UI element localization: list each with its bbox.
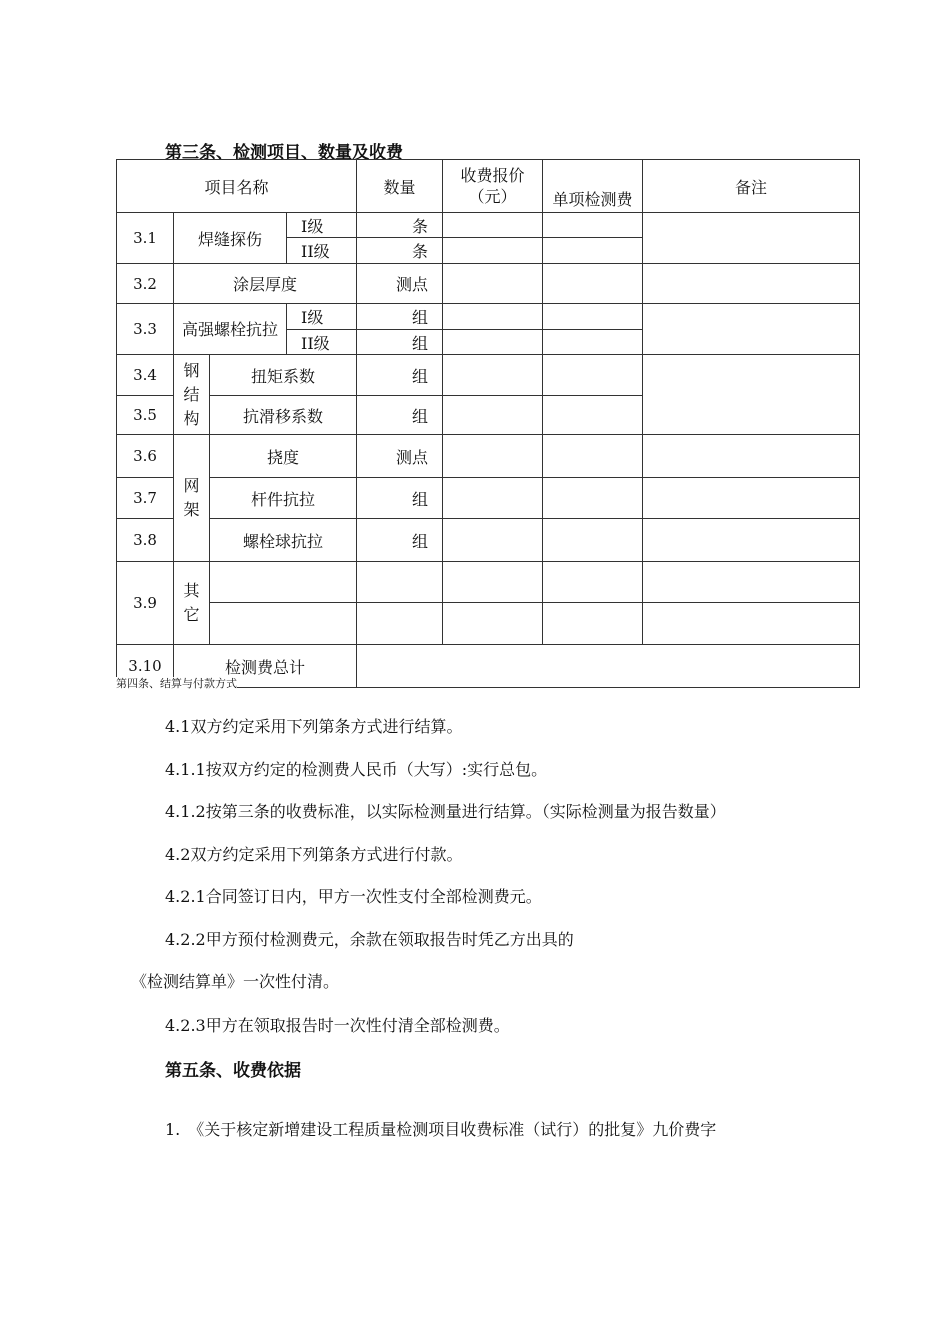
- unit: 组: [357, 478, 443, 519]
- group-label: 钢结构: [174, 355, 210, 435]
- cell-price: [443, 304, 543, 330]
- fee-table: [116, 159, 860, 688]
- sub-level: I级: [287, 304, 357, 330]
- cell-remark: [643, 213, 860, 264]
- cell-price: [443, 238, 543, 264]
- sub-level: I级: [287, 213, 357, 238]
- row-no: 3.5: [117, 396, 174, 435]
- cell-remark: [643, 478, 860, 519]
- unit: 组: [357, 396, 443, 435]
- cell-fee: [543, 562, 643, 603]
- cell-remark: [643, 304, 860, 355]
- section4-title: 第四条、结算与付款方式: [116, 677, 237, 690]
- unit: [357, 562, 443, 603]
- item-name: 扭矩系数: [210, 355, 357, 396]
- item-name: 杆件抗拉: [210, 478, 357, 519]
- para-4-2: 4.2双方约定采用下列第条方式进行付款。: [165, 845, 463, 864]
- cell-fee: [543, 396, 643, 435]
- group-label: 网架: [174, 435, 210, 562]
- header-price: 收费报价（元）: [443, 160, 543, 213]
- cell-remark: [643, 562, 860, 603]
- header-remark: 备注: [643, 160, 860, 213]
- cell-fee: [543, 304, 643, 330]
- cell-fee: [543, 264, 643, 304]
- cell-price: [443, 330, 543, 355]
- row-no: 3.4: [117, 355, 174, 396]
- para-4-1: 4.1双方约定采用下列第条方式进行结算。: [165, 717, 463, 736]
- cell-price: [443, 603, 543, 645]
- cell-price: [443, 213, 543, 238]
- unit: 测点: [357, 264, 443, 304]
- item-name: 抗滑移系数: [210, 396, 357, 435]
- unit: 组: [357, 355, 443, 396]
- row-no: 3.6: [117, 435, 174, 478]
- section3-title: 第三条、检测项目、数量及收费: [165, 143, 403, 163]
- item-name: 焊缝探伤: [174, 213, 287, 264]
- item-name: 涂层厚度: [174, 264, 357, 304]
- header-qty: 数量: [357, 160, 443, 213]
- cell-fee: [543, 435, 643, 478]
- cell-price: [443, 519, 543, 562]
- para-4-1-1: 4.1.1按双方约定的检测费人民币（大写）:实行总包。: [165, 760, 548, 779]
- unit: 组: [357, 304, 443, 330]
- para-4-2-3: 4.2.3甲方在领取报告时一次性付清全部检测费。: [165, 1016, 510, 1035]
- header-name: 项目名称: [117, 160, 357, 213]
- unit: [357, 603, 443, 645]
- unit: 条: [357, 238, 443, 264]
- cell-price: [443, 562, 543, 603]
- row-no: 3.7: [117, 478, 174, 519]
- cell-remark: [643, 519, 860, 562]
- para-4-2-1: 4.2.1合同签订日内，甲方一次性支付全部检测费元。: [165, 887, 542, 906]
- cell-fee: [543, 330, 643, 355]
- cell-fee: [543, 478, 643, 519]
- group-label: 其它: [174, 562, 210, 645]
- cell-fee: [543, 213, 643, 238]
- unit: 条: [357, 213, 443, 238]
- row-no: 3.10: [117, 645, 174, 688]
- para-4-2-2: 4.2.2甲方预付检测费元，余款在领取报告时凭乙方出具的: [165, 930, 574, 949]
- cell-remark: [643, 435, 860, 478]
- row-no: 3.9: [117, 562, 174, 645]
- row-no: 3.2: [117, 264, 174, 304]
- cell-price: [443, 478, 543, 519]
- para-4-2-2-cont: 《检测结算单》一次性付清。: [131, 972, 340, 991]
- row-no: 3.8: [117, 519, 174, 562]
- cell-remark: [643, 603, 860, 645]
- cell-fee: [543, 519, 643, 562]
- cell-remark: [643, 264, 860, 304]
- unit: 组: [357, 330, 443, 355]
- total-cell: [357, 645, 860, 688]
- cell-price: [443, 264, 543, 304]
- item-name: [210, 562, 357, 603]
- cell-fee: [543, 603, 643, 645]
- cell-price: [443, 355, 543, 396]
- item-name: 螺栓球抗拉: [210, 519, 357, 562]
- unit: 组: [357, 519, 443, 562]
- para-4-1-2: 4.1.2按第三条的收费标准，以实际检测量进行结算。（实际检测量为报告数量）: [165, 802, 726, 821]
- item-name: [210, 603, 357, 645]
- item-name: 挠度: [210, 435, 357, 478]
- item-name: 检测费总计: [174, 645, 357, 688]
- sub-level: II级: [287, 238, 357, 264]
- cell-fee: [543, 355, 643, 396]
- header-single-fee: 单项检测费: [543, 160, 643, 213]
- cell-fee: [543, 238, 643, 264]
- cell-price: [443, 396, 543, 435]
- item-name: 高强螺栓抗拉: [174, 304, 287, 355]
- cell-price: [443, 435, 543, 478]
- section5-title: 第五条、收费依据: [165, 1061, 301, 1081]
- basis-item-1: 1. 《关于核定新增建设工程质量检测项目收费标准（试行）的批复》九价费字: [165, 1120, 717, 1139]
- cell-remark: [643, 355, 860, 435]
- row-no: 3.1: [117, 213, 174, 264]
- sub-level: II级: [287, 330, 357, 355]
- row-no: 3.3: [117, 304, 174, 355]
- unit: 测点: [357, 435, 443, 478]
